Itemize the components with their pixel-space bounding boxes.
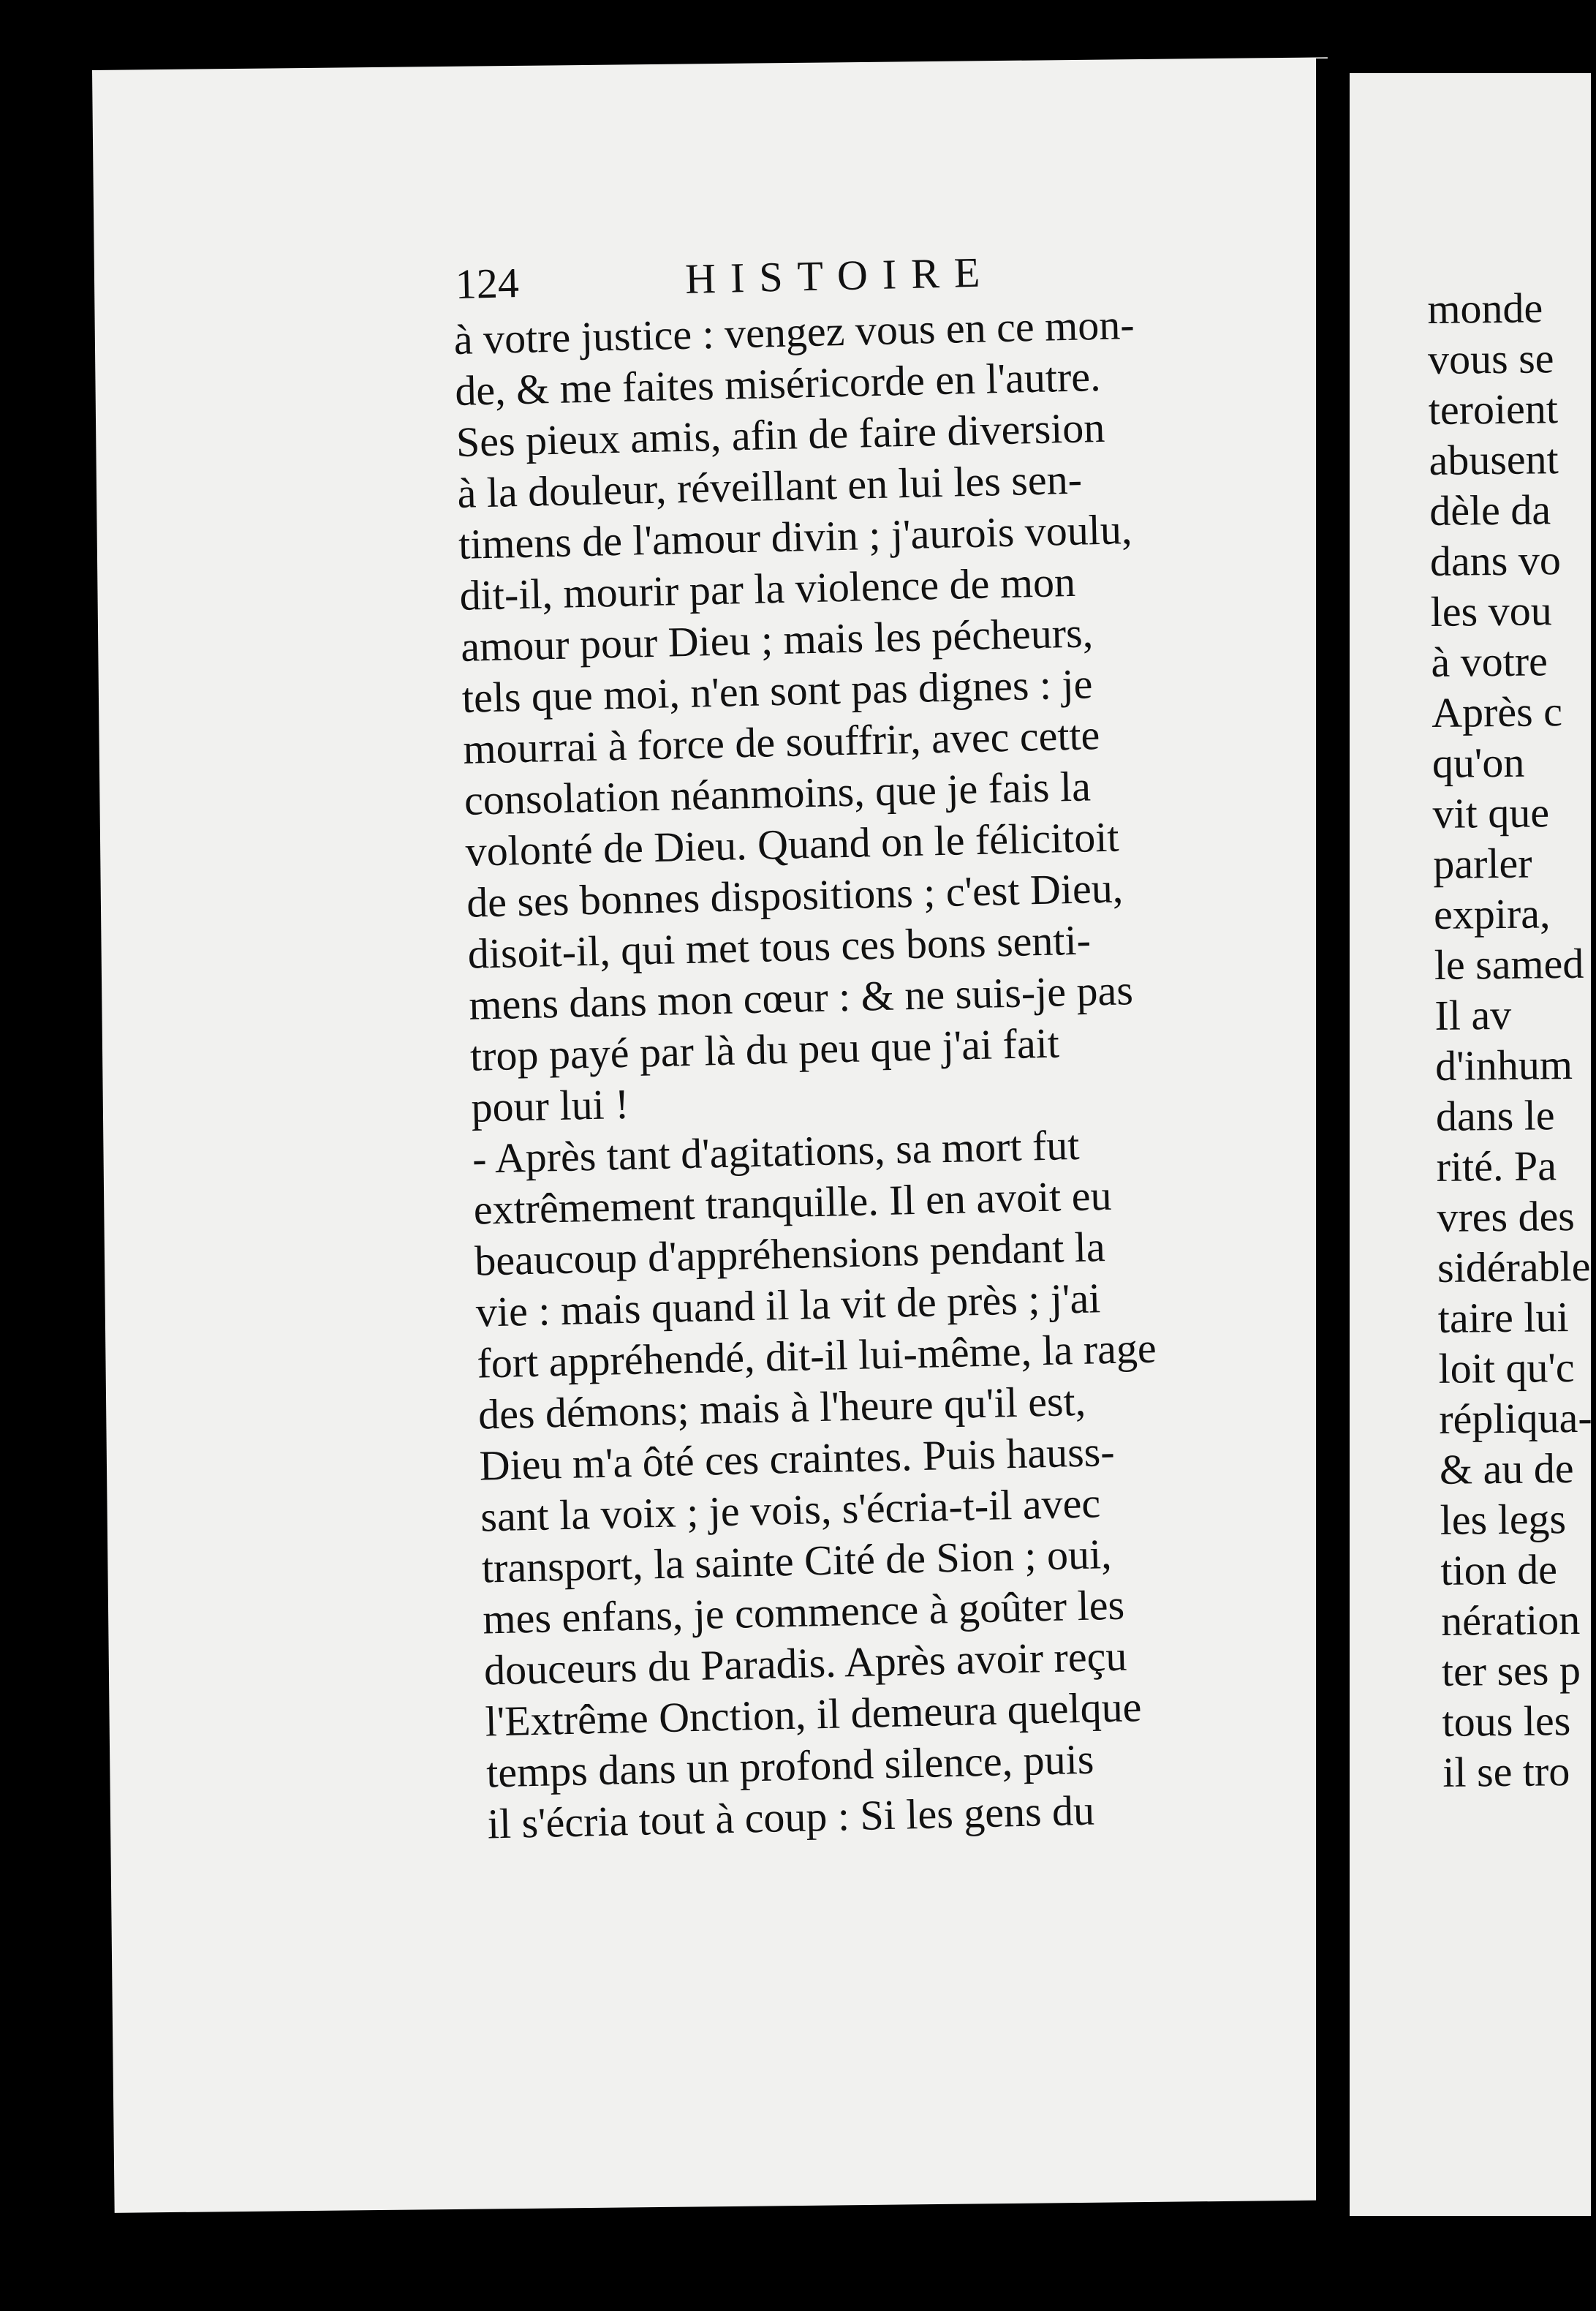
text-line: douceurs du Paradis. Après avoir reçu xyxy=(483,1632,1127,1694)
text-line: volonté de Dieu. Quand on le félicitoit xyxy=(464,813,1120,875)
text-line: tous les xyxy=(1442,1697,1571,1746)
text-line: il se tro xyxy=(1442,1747,1570,1796)
text-line: à votre justice : vengez vous en ce mon- xyxy=(453,300,1135,363)
right-page-text xyxy=(1427,282,1592,1798)
text-line: monde xyxy=(1427,284,1543,333)
text-line: consolation néanmoins, que je fais la xyxy=(464,762,1092,824)
text-line: parler xyxy=(1432,839,1532,888)
text-line: qu'on xyxy=(1432,738,1525,787)
text-line: tion de xyxy=(1440,1545,1558,1594)
text-line: répliqua- xyxy=(1438,1393,1592,1443)
text-line: les vou xyxy=(1430,587,1552,636)
text-line: pour lui ! xyxy=(470,1079,630,1131)
text-line: rité. Pa xyxy=(1436,1142,1557,1191)
text-line: nération xyxy=(1440,1595,1581,1645)
text-line: l'Extrême Onction, il demeura quelque xyxy=(484,1683,1143,1746)
text-line: trop payé par là du peu que j'ai fait xyxy=(469,1019,1060,1080)
text-line: Ses pieux amis, afin de faire diversion xyxy=(455,403,1105,466)
text-line: disoit-il, qui met tous ces bons senti- xyxy=(467,916,1092,978)
book-gutter xyxy=(1316,59,1353,2238)
text-line: mourrai à force de souffrir, avec cette xyxy=(462,711,1100,773)
text-line: mes enfans, je commence à goûter les xyxy=(482,1580,1125,1643)
text-line: dans le xyxy=(1435,1091,1555,1140)
text-line: dèle da xyxy=(1429,486,1551,535)
text-line: des démons; mais à l'heure qu'il est, xyxy=(477,1376,1086,1439)
text-line: loit qu'c xyxy=(1438,1343,1575,1392)
text-line: vit que xyxy=(1432,788,1550,837)
text-line: expira, xyxy=(1433,889,1551,938)
left-page-text xyxy=(453,296,1306,1850)
text-line: sidérable xyxy=(1437,1242,1591,1292)
text-line: dans vo xyxy=(1429,536,1562,585)
text-line: de, & me faites miséricorde en l'autre. xyxy=(454,352,1102,415)
text-line: extrêmement tranquille. Il en avoit eu xyxy=(473,1171,1113,1234)
text-line: taire lui xyxy=(1437,1293,1569,1342)
text-line: d'inhum xyxy=(1434,1040,1573,1090)
text-line: à votre xyxy=(1431,637,1548,686)
text-line: vres des xyxy=(1437,1191,1576,1241)
running-head: HISTOIRE xyxy=(684,248,995,303)
text-line: à la douleur, réveillant en lui les sen- xyxy=(456,455,1083,517)
text-line: sant la voix ; je vois, s'écria-t-il avec xyxy=(480,1479,1101,1541)
text-line: les legs xyxy=(1440,1495,1567,1544)
text-line: mens dans mon cœur : & ne suis-je pas xyxy=(468,966,1134,1029)
text-line: Après c xyxy=(1431,687,1563,736)
text-line: il s'écria tout à coup : Si les gens du xyxy=(487,1786,1095,1848)
text-line: dit-il, mourir par la violence de mon xyxy=(458,557,1076,619)
text-line: abusent xyxy=(1429,435,1559,484)
text-line: teroient xyxy=(1428,385,1559,434)
page-number: 124 xyxy=(455,259,520,308)
text-line: timens de l'amour divin ; j'aurois voulu, xyxy=(458,505,1133,568)
text-line: beaucoup d'appréhensions pendant la xyxy=(474,1223,1106,1285)
text-line: fort appréhendé, dit-il lui-même, la rage xyxy=(476,1324,1157,1387)
text-line: amour pour Dieu ; mais les pécheurs, xyxy=(460,608,1094,671)
text-line: temps dans un profond silence, puis xyxy=(485,1735,1094,1797)
text-line: transport, la sainte Cité de Sion ; oui, xyxy=(481,1530,1113,1592)
text-line: vous se xyxy=(1427,334,1554,383)
text-line: de ses bonnes dispositions ; c'est Dieu, xyxy=(466,864,1124,927)
text-line: & au de xyxy=(1439,1444,1574,1493)
text-line: vie : mais quand il la vit de près ; j'ai xyxy=(475,1274,1101,1336)
text-line: - Après tant d'agitations, sa mort fut xyxy=(472,1120,1081,1183)
text-line: Dieu m'a ôté ces craintes. Puis hauss- xyxy=(478,1427,1116,1490)
text-line: tels que moi, n'en sont pas dignes : je xyxy=(461,660,1094,722)
text-line: ter ses p xyxy=(1441,1645,1581,1695)
text-line: le samed xyxy=(1434,939,1584,989)
text-line: Il av xyxy=(1434,990,1512,1039)
